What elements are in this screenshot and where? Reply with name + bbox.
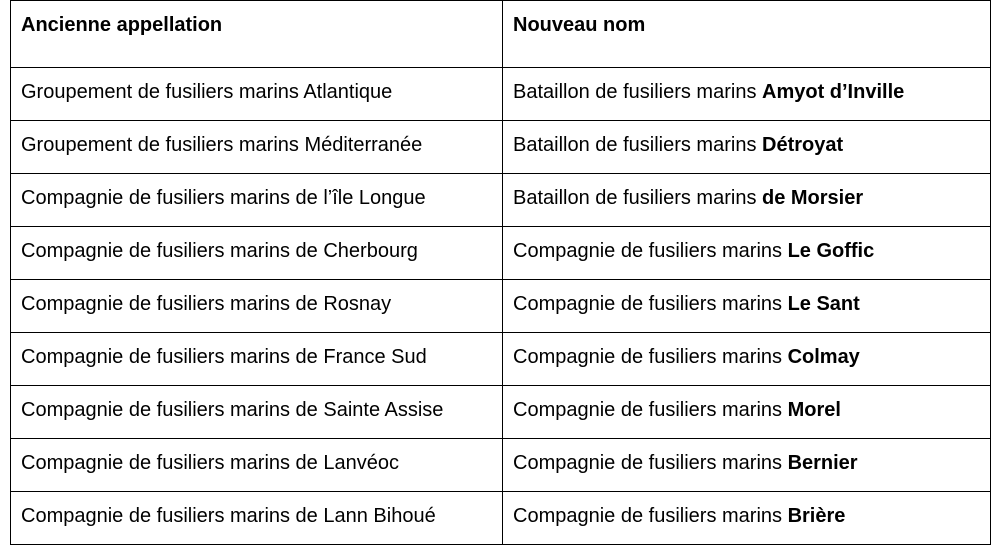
table-row [11,333,991,386]
table-row [11,68,991,121]
new-name-cell [503,492,991,545]
new-name-prefix: Compagnie de fusiliers marins [513,240,788,262]
table-row [11,227,991,280]
new-name-bold: Bernier [787,452,858,474]
old-name-cell: Groupement de fusiliers marins Méditerranée [11,121,503,174]
new-name-cell [503,174,991,227]
new-name-prefix: Compagnie de fusiliers marins [513,399,788,421]
new-name-cell [503,386,991,439]
new-name-cell [503,227,991,280]
table-row [11,174,991,227]
table-row [11,280,991,333]
new-name-prefix: Compagnie de fusiliers marins [513,346,788,368]
new-name-prefix: Bataillon de fusiliers marins [513,134,762,156]
renaming-table [10,0,991,545]
new-name-bold: de Morsier [762,187,864,209]
header-new-name: Nouveau nom [503,1,991,68]
new-name-bold: Brière [787,505,846,527]
new-name-prefix: Bataillon de fusiliers marins [513,81,762,103]
new-name-bold: Morel [787,399,841,421]
new-name-prefix: Compagnie de fusiliers marins [513,452,788,474]
header-row [11,1,991,68]
table-row [11,492,991,545]
table-row [11,439,991,492]
old-name-cell: Compagnie de fusiliers marins de Sainte Assise [11,386,503,439]
old-name-cell: Groupement de fusiliers marins Atlantique [11,68,503,121]
new-name-cell [503,68,991,121]
header-old-name: Ancienne appellation [11,1,503,68]
new-name-bold: Le Goffic [787,240,875,262]
new-name-cell [503,333,991,386]
new-name-bold: Le Sant [787,293,860,315]
new-name-prefix: Compagnie de fusiliers marins [513,505,788,527]
old-name-cell: Compagnie de fusiliers marins de France Sud [11,333,503,386]
old-name-cell: Compagnie de fusiliers marins de l’île Longue [11,174,503,227]
new-name-bold: Colmay [787,346,860,368]
new-name-cell [503,439,991,492]
new-name-bold: Détroyat [762,134,844,156]
old-name-cell: Compagnie de fusiliers marins de Rosnay [11,280,503,333]
old-name-cell: Compagnie de fusiliers marins de Lann Bihoué [11,492,503,545]
new-name-prefix: Bataillon de fusiliers marins [513,187,762,209]
new-name-cell [503,280,991,333]
table-row [11,386,991,439]
new-name-cell [503,121,991,174]
new-name-prefix: Compagnie de fusiliers marins [513,293,788,315]
new-name-bold: Amyot d’Inville [762,81,905,103]
old-name-cell: Compagnie de fusiliers marins de Cherbourg [11,227,503,280]
old-name-cell: Compagnie de fusiliers marins de Lanvéoc [11,439,503,492]
table-row [11,121,991,174]
